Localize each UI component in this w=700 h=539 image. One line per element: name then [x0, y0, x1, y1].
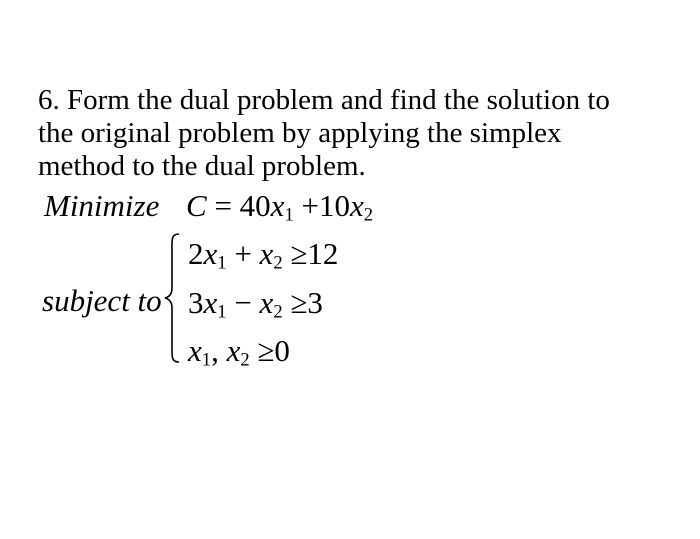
- constraint-2-sub-2: 2: [273, 301, 283, 323]
- constraint-1-sub-2: 2: [273, 252, 283, 274]
- objective-coef-1: 40: [239, 188, 271, 223]
- constraint-1-rhs: 12: [307, 236, 339, 271]
- objective-function: [186, 188, 373, 224]
- constraint-3-sub-2: 2: [240, 349, 250, 371]
- constraint-2: [188, 285, 323, 321]
- constraint-1-var-1: x: [203, 236, 218, 271]
- constraint-3-separator: ,: [211, 333, 219, 368]
- objective-coef-2: 10: [318, 188, 350, 223]
- problem-line-1: 6. Form the dual problem and find the solution to: [38, 84, 610, 116]
- constraint-1-op: +: [234, 236, 252, 271]
- problem-line-2: the original problem by applying the simplex: [38, 117, 562, 149]
- constraint-3: [188, 333, 290, 369]
- problem-statement: [38, 84, 688, 183]
- objective-var-1: x: [270, 188, 285, 223]
- constraint-2-var-1: x: [203, 285, 218, 320]
- objective-label: Minimize: [44, 188, 160, 223]
- constraint-2-coef-1: 3: [188, 285, 204, 320]
- constraints-label: subject to: [42, 283, 162, 318]
- constraint-3-relation: ≥: [257, 333, 275, 368]
- objective-sub-2: 2: [363, 204, 374, 226]
- constraint-1: [188, 236, 338, 272]
- objective-plus: +: [301, 188, 319, 223]
- constraint-1-sub-1: 1: [217, 252, 227, 274]
- problem-line-3: method to the dual problem.: [38, 150, 366, 182]
- left-brace: [163, 232, 181, 364]
- constraint-2-relation: ≥: [290, 285, 308, 320]
- objective-equals: =: [214, 188, 232, 223]
- objective-lhs: C: [186, 188, 207, 223]
- constraint-1-relation: ≥: [290, 236, 308, 271]
- constraint-2-op: −: [234, 285, 252, 320]
- objective-var-2: x: [349, 188, 364, 223]
- constraint-2-var-2: x: [259, 285, 274, 320]
- constraint-1-coef-1: 2: [188, 236, 204, 271]
- constraint-3-rhs: 0: [274, 333, 290, 368]
- constraint-3-var-1: x: [188, 333, 202, 368]
- constraint-2-rhs: 3: [307, 285, 323, 320]
- constraint-3-sub-1: 1: [201, 349, 212, 371]
- constraint-1-var-2: x: [259, 236, 274, 271]
- constraint-2-sub-1: 1: [217, 301, 227, 323]
- constraint-3-var-2: x: [226, 333, 241, 368]
- objective-sub-1: 1: [284, 204, 294, 226]
